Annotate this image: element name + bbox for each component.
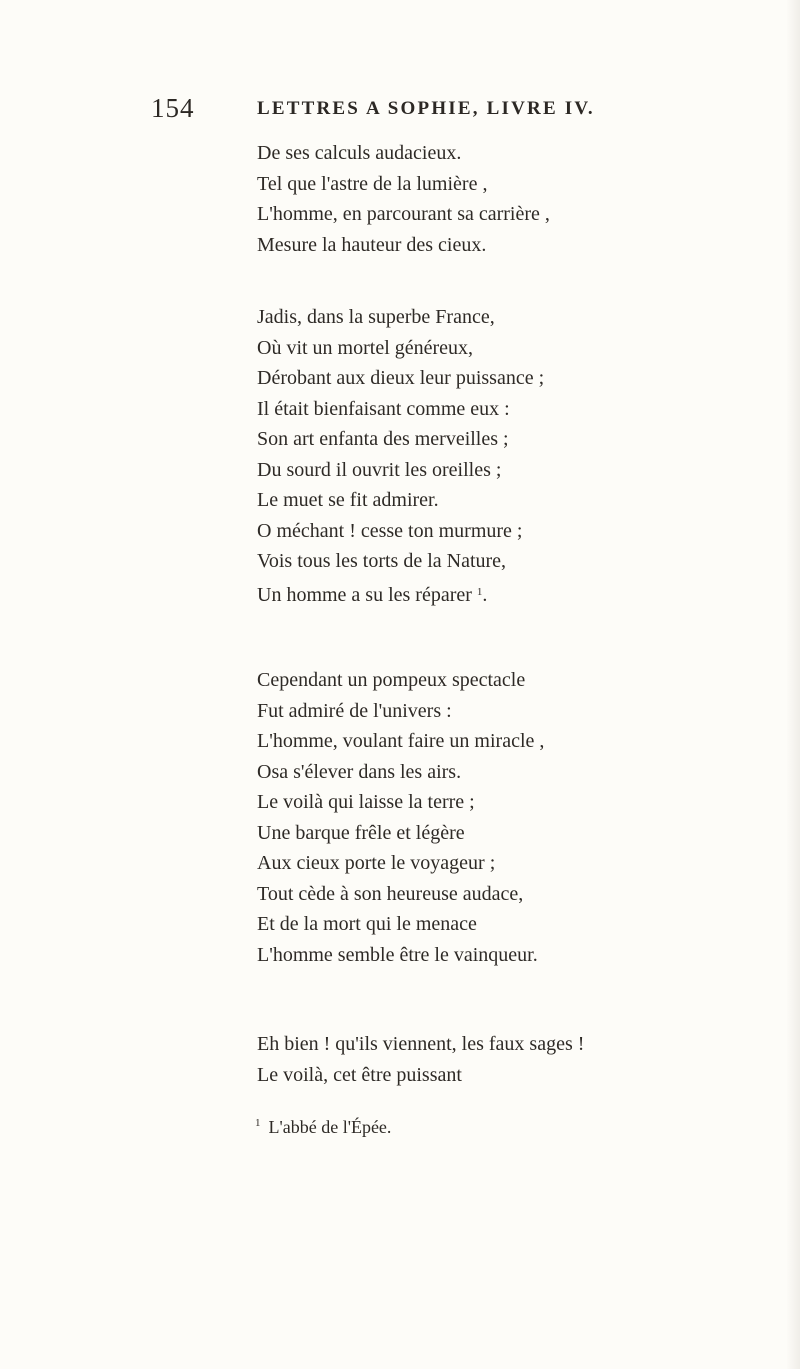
verse-line: Dérobant aux dieux leur puissance ; bbox=[257, 367, 545, 389]
stanza-1 bbox=[257, 138, 550, 260]
verse-line: Jadis, dans la superbe France, bbox=[257, 306, 495, 328]
page-number: 154 bbox=[151, 93, 195, 123]
verse-line: Vois tous les torts de la Nature, bbox=[257, 550, 507, 572]
running-head: LETTRES A SOPHIE, LIVRE IV. bbox=[257, 98, 595, 119]
verse-line: Une barque frêle et légère bbox=[257, 821, 465, 844]
verse-line: De ses calculs audacieux. bbox=[257, 142, 462, 164]
verse-line: Osa s'élever dans les airs. bbox=[257, 760, 462, 783]
footnote bbox=[255, 1110, 391, 1140]
verse-line: Le voilà qui laisse la terre ; bbox=[257, 791, 475, 813]
verse-line: Mesure la hauteur des cieux. bbox=[257, 233, 487, 256]
stanza-4 bbox=[257, 1029, 584, 1090]
verse-line: Fut admiré de l'univers : bbox=[257, 699, 452, 722]
stanza-2 bbox=[257, 302, 544, 607]
footnote-mark: 1 bbox=[255, 1117, 261, 1129]
verse-line: Tout cède à son heureuse audace, bbox=[257, 882, 524, 905]
stanza-3 bbox=[257, 665, 544, 970]
verse-line-end: . bbox=[482, 583, 488, 606]
page-header bbox=[151, 92, 621, 124]
verse-line: Tel que l'astre de la lumière , bbox=[257, 172, 488, 195]
verse-line-with-note bbox=[257, 577, 544, 608]
verse-line: Il était bienfaisant comme eux : bbox=[257, 397, 510, 420]
footnote-text: L'abbé de l'Épée. bbox=[268, 1117, 392, 1137]
verse-line: Où vit un mortel généreux, bbox=[257, 336, 474, 359]
verse-line: Cependant un pompeux spectacle bbox=[257, 669, 526, 691]
verse-line: O méchant ! cesse ton murmure ; bbox=[257, 519, 523, 542]
verse-line: L'homme, en parcourant sa carrière , bbox=[257, 203, 550, 225]
footnote-reference: 1 bbox=[476, 585, 483, 598]
verse-line: Son art enfanta des merveilles ; bbox=[257, 428, 509, 450]
verse-line-text: Un homme a su les réparer bbox=[257, 583, 472, 606]
verse-line: Eh bien ! qu'ils viennent, les faux sages ! bbox=[257, 1033, 585, 1055]
verse-line: L'homme semble être le vainqueur. bbox=[257, 943, 538, 966]
verse-line: Le muet se fit admirer. bbox=[257, 489, 439, 511]
verse-line: L'homme, voulant faire un miracle , bbox=[257, 730, 545, 752]
verse-line: Du sourd il ouvrit les oreilles ; bbox=[257, 458, 502, 481]
verse-line: Le voilà, cet être puissant bbox=[257, 1063, 462, 1086]
verse-line: Et de la mort qui le menace bbox=[257, 913, 477, 935]
verse-line: Aux cieux porte le voyageur ; bbox=[257, 852, 496, 874]
